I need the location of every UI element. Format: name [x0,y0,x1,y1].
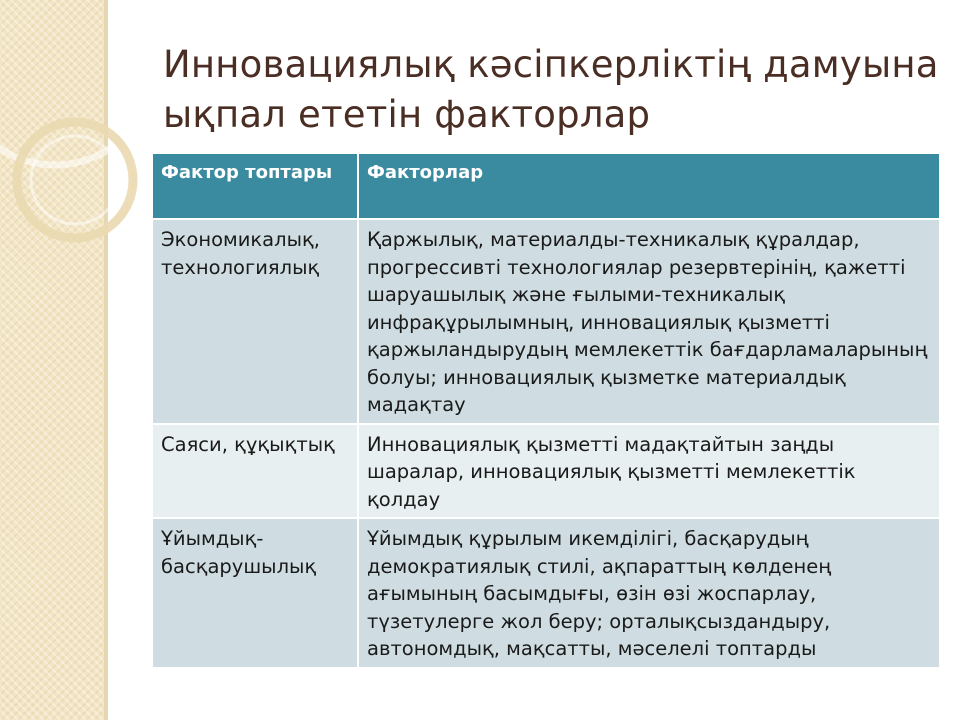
factor-group-cell: Ұйымдық-басқарушылық [152,518,358,668]
table-row [152,219,940,424]
header-factors: Факторлар [358,153,940,219]
factors-cell: Қаржылық, материалды-техникалық құралдар, прогрессивті технологиялар резервтерінің, қажетті шаруашылық және ғылыми-техникалық инфрақұрылымның, инновациялық қызметті қаржыландырудың мемлекеттік бағдарламаларының болуы; инновациялық қызметке материалдық мадақтау [358,219,940,424]
factor-group-cell: Саяси, құқықтық [152,424,358,519]
table-header-row [152,153,940,219]
table-row [152,424,940,519]
factor-group-cell: Экономикалық, технологиялық [152,219,358,424]
slide-title: Инновациялық кәсіпкерліктің дамуына ықпал ететін факторлар [163,43,939,136]
header-factor-groups: Фактор топтары [152,153,358,219]
table-row [152,518,940,668]
factors-table [151,152,941,669]
ring-large [0,0,155,165]
ring-medium [17,122,133,238]
ring-small [31,136,119,224]
factors-cell: Инновациялық қызметті мадақтайтын заңды шаралар, инновациялық қызметті мемлекеттік қолдау [358,424,940,519]
factors-cell: Ұйымдық құрылым икемділігі, басқарудың демократиялық стилі, ақпараттың көлденең ағымының басымдығы, өзін өзі жоспарлау, түзетулерге жол беру; орталықсыздандыру, автономдық, мақсатты, мәселелі топтарды [358,518,940,668]
